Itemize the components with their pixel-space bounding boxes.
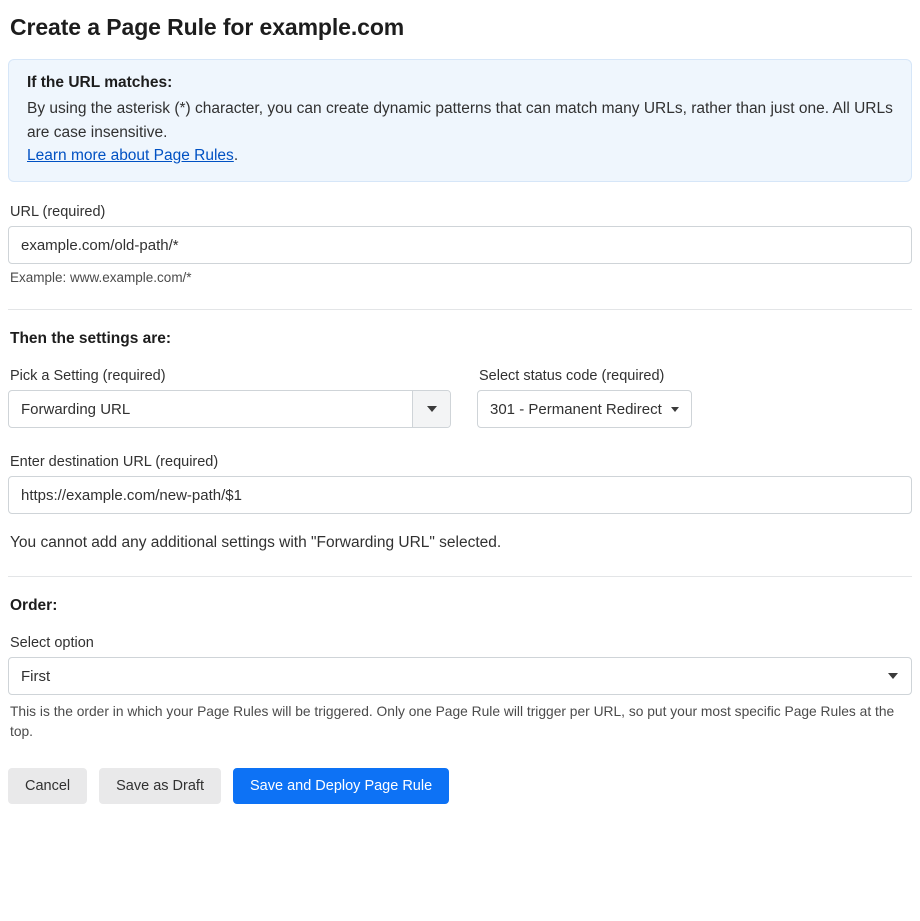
- url-match-info-box: [8, 59, 912, 182]
- info-box-heading: If the URL matches:: [27, 74, 173, 91]
- page-title: Create a Page Rule for example.com: [10, 14, 405, 40]
- save-and-deploy-button[interactable]: Save and Deploy Page Rule: [233, 768, 449, 804]
- order-select[interactable]: [8, 657, 912, 695]
- url-field-label: URL (required): [10, 204, 106, 221]
- info-box-link-suffix: .: [233, 147, 239, 165]
- pick-setting-select[interactable]: [8, 390, 451, 428]
- status-code-group: [477, 368, 720, 428]
- info-box-link-row: [27, 147, 893, 165]
- learn-more-page-rules-link[interactable]: Learn more about Page Rules: [27, 147, 234, 165]
- destination-url-input[interactable]: [8, 476, 912, 514]
- chevron-down-icon: [671, 407, 679, 412]
- url-field-hint: Example: www.example.com/*: [10, 270, 192, 286]
- status-code-label: Select status code (required): [479, 368, 665, 385]
- order-select-value: First: [21, 667, 51, 685]
- forwarding-url-note: You cannot add any additional settings with "Forwarding URL" selected.: [10, 534, 502, 552]
- form-actions: [8, 768, 912, 804]
- pick-setting-label: Pick a Setting (required): [10, 368, 166, 385]
- save-as-draft-button[interactable]: Save as Draft: [99, 768, 221, 804]
- divider-settings: [8, 309, 912, 310]
- chevron-down-icon: [427, 406, 437, 412]
- order-heading: Order:: [10, 597, 58, 615]
- divider-order: [8, 576, 912, 577]
- order-help-text: This is the order in which your Page Rules will be triggered. Only one Page Rule will trigger per URL, so put your most specific Page Rules at the top.: [10, 704, 895, 740]
- status-code-select[interactable]: [477, 390, 692, 428]
- pick-setting-value: Forwarding URL: [21, 400, 131, 418]
- order-select-label: Select option: [10, 635, 94, 652]
- destination-group: [8, 454, 912, 514]
- cancel-button[interactable]: Cancel: [8, 768, 87, 804]
- status-code-value: 301 - Permanent Redirect: [490, 400, 662, 418]
- pick-setting-dropdown-button[interactable]: [412, 391, 450, 427]
- settings-row: [8, 368, 912, 428]
- chevron-down-icon: [888, 673, 898, 679]
- pick-setting-group: [8, 368, 451, 428]
- info-box-body: By using the asterisk (*) character, you can create dynamic patterns that can match many URLs, rather than just one. All URLs are case insensitive.: [27, 100, 893, 142]
- destination-label: Enter destination URL (required): [10, 454, 219, 471]
- settings-heading: Then the settings are:: [10, 330, 172, 348]
- url-input[interactable]: [8, 226, 912, 264]
